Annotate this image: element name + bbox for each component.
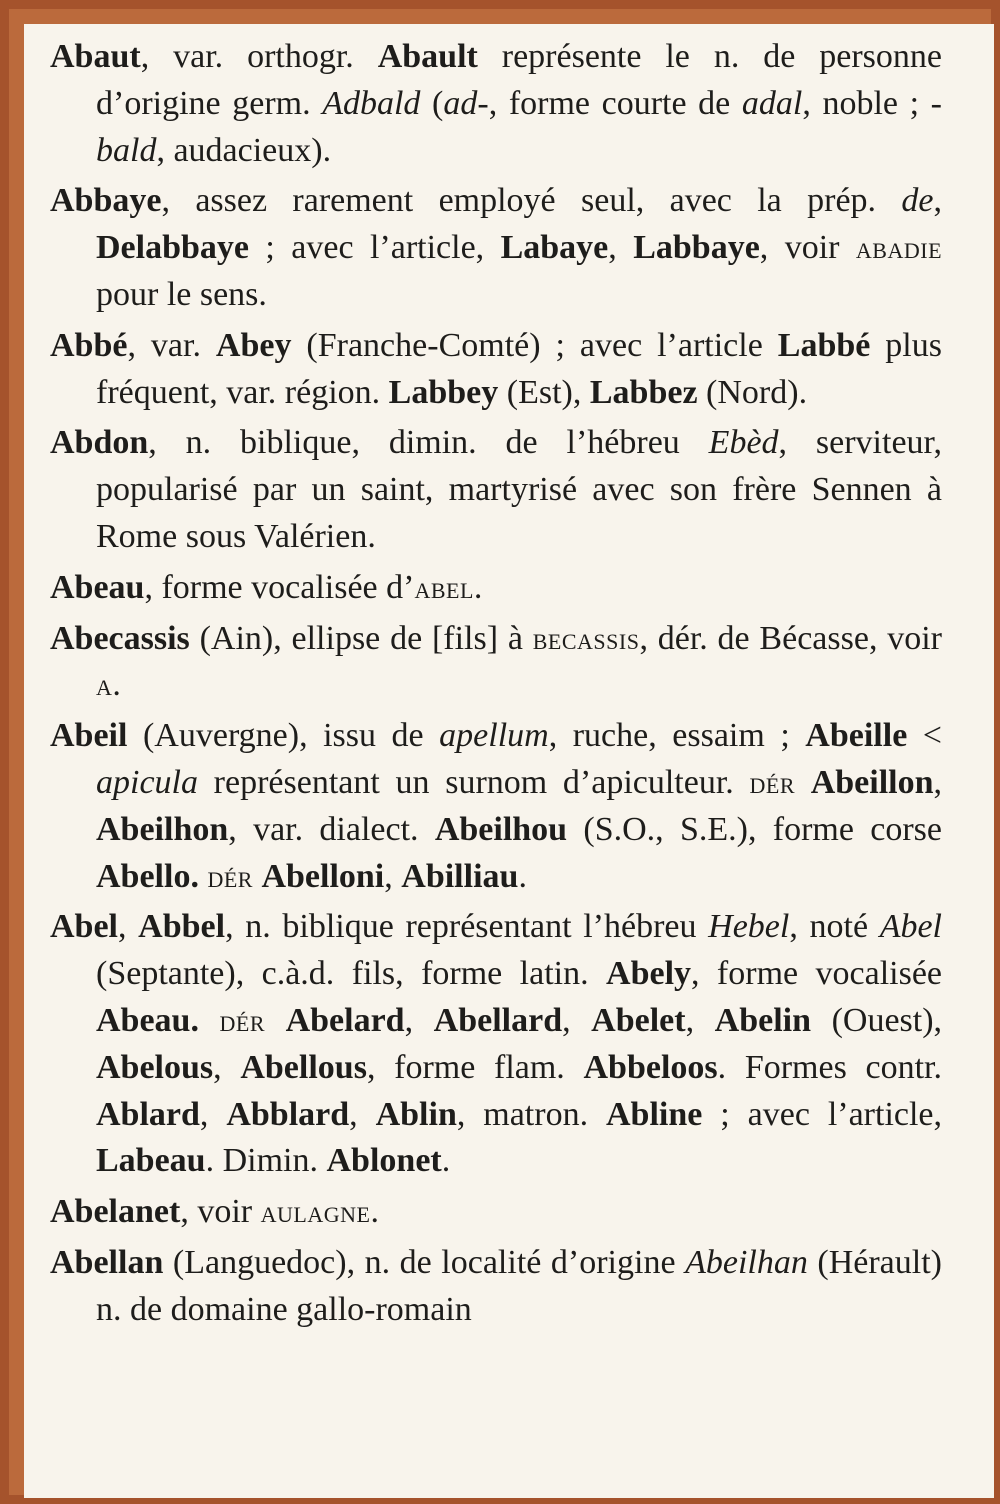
headword: Abecassis — [50, 619, 190, 657]
entry-text: , dér. de Bécasse, voir — [639, 619, 943, 657]
headword: Abeil — [50, 717, 128, 755]
entry-text: . — [441, 1142, 451, 1180]
headword: Abault — [377, 38, 478, 75]
dictionary-entry — [50, 323, 942, 417]
italic-term: Ebèd — [708, 424, 779, 462]
headword: Labbé — [777, 326, 871, 364]
entry-text: , — [562, 1001, 592, 1039]
headword: Abeau — [50, 568, 145, 606]
dictionary-entry — [50, 34, 942, 174]
entry-text: ; avec l’article, — [702, 1095, 943, 1133]
italic-term: Hebel — [708, 908, 790, 946]
headword: Abaut — [50, 38, 141, 75]
headword: Labbez — [589, 373, 698, 411]
entry-text: (Est), — [498, 373, 590, 411]
dictionary-entry — [50, 565, 942, 612]
entry-text: (Auvergne), issu de — [127, 717, 440, 755]
italic-term: adal — [741, 84, 803, 122]
headword: Abbaye — [50, 182, 162, 220]
entry-text — [199, 1002, 220, 1039]
entry-text: (S.O., S.E.), forme corse — [567, 810, 943, 848]
entry-text: , ruche, essaim ; — [548, 717, 806, 755]
page-border — [9, 9, 991, 1495]
entry-text: plus fréquent, var. région. — [96, 326, 942, 411]
entry-text: , assez rarement employé seul, avec la prép. — [161, 182, 902, 220]
italic-term: de — [901, 182, 934, 220]
entry-text: représentant un surnom d’apiculteur. — [197, 763, 750, 801]
dictionary-page — [24, 24, 994, 1498]
entry-text: , n. biblique représentant l’hébreu — [225, 908, 709, 946]
headword: Abello. — [96, 857, 199, 895]
dictionary-entry — [50, 1189, 942, 1236]
entry-text: , — [933, 182, 942, 220]
cross-reference: dér — [219, 1002, 266, 1038]
entry-text: , — [384, 857, 402, 895]
entry-text: . — [518, 857, 527, 895]
headword: Abellous — [240, 1048, 367, 1086]
dictionary-entry — [50, 904, 942, 1185]
entry-text: , noté — [789, 908, 880, 946]
headword: Delabbaye — [96, 229, 249, 267]
entry-text: , — [404, 1001, 434, 1039]
entry-text: . Formes contr. — [717, 1048, 943, 1086]
headword: Abline — [606, 1095, 703, 1133]
italic-term: Abeilhan — [685, 1243, 808, 1281]
headword: Ablin — [375, 1095, 457, 1133]
italic-term: ad- — [443, 84, 489, 122]
entry-text: (Ouest), — [811, 1001, 943, 1039]
dictionary-entry — [50, 616, 942, 710]
headword: Abilliau — [401, 857, 519, 895]
entry-text: . — [370, 1193, 379, 1231]
dictionary-entry — [50, 178, 942, 318]
headword: Abey — [215, 326, 292, 364]
headword: Abelous — [96, 1048, 214, 1086]
entry-text: (Nord). — [697, 373, 808, 411]
entry-text: , forme flam. — [366, 1048, 584, 1086]
dictionary-entry — [50, 713, 942, 900]
entry-text: , matron. — [456, 1095, 606, 1133]
headword: Abellan — [50, 1243, 164, 1281]
entry-text: pour le sens. — [96, 275, 267, 313]
cross-reference: abadie — [855, 230, 943, 266]
entry-text: , serviteur, popularisé par un saint, martyrisé avec son frère Sennen à Rome sous Valérien. — [96, 424, 942, 555]
entry-text: , forme vocalisée d’ — [144, 568, 415, 606]
headword: Abbel — [138, 908, 226, 946]
headword: Labeau — [96, 1142, 206, 1180]
italic-term: Abel — [879, 908, 942, 946]
dictionary-entry — [50, 420, 942, 560]
headword: Abelin — [714, 1001, 812, 1039]
entry-text: , — [199, 1095, 227, 1133]
headword: Abbé — [50, 326, 128, 364]
entry-text: , var. orthogr. — [140, 38, 378, 75]
headword: Ablard — [96, 1095, 200, 1133]
entry-text: , var. dialect. — [228, 810, 435, 848]
entry-text: (Septante), c.à.d. fils, forme latin. — [96, 955, 607, 993]
headword: Abelloni — [261, 857, 385, 895]
entry-list — [50, 34, 942, 1334]
italic-term: -bald — [96, 84, 942, 169]
headword: Abblard — [226, 1095, 350, 1133]
entry-text: , — [213, 1048, 241, 1086]
entry-text: , var. — [127, 326, 216, 364]
entry-text: , — [685, 1001, 715, 1039]
entry-text: , — [349, 1095, 376, 1133]
headword: Labaye — [500, 229, 609, 267]
cross-reference: a — [96, 667, 113, 703]
entry-text: , — [118, 908, 139, 946]
entry-text: (Languedoc), n. de localité d’origine — [163, 1243, 686, 1281]
entry-text: représente le n. de personne d’origine germ. — [96, 38, 942, 122]
entry-text: , forme courte de — [488, 84, 742, 122]
headword: Labbaye — [633, 229, 760, 267]
headword: Abeillon — [810, 763, 934, 801]
cross-reference: aulagne — [260, 1194, 371, 1230]
entry-text: < — [907, 717, 942, 755]
headword: Abelard — [285, 1001, 405, 1039]
entry-text: . — [112, 666, 121, 704]
headword: Abdon — [50, 424, 149, 462]
headword: Labbey — [388, 373, 499, 411]
italic-term: Adbald — [322, 84, 421, 122]
entry-text: (Hérault) n. de domaine gallo-romain — [96, 1243, 942, 1328]
entry-text: , noble ; — [802, 84, 931, 122]
entry-text: , voir — [180, 1193, 261, 1231]
entry-text: , — [608, 229, 634, 267]
entry-text: , n. biblique, dimin. de l’hébreu — [148, 424, 709, 462]
entry-text: . Dimin. — [205, 1142, 327, 1180]
entry-text — [265, 1002, 286, 1039]
entry-text — [795, 764, 811, 801]
cross-reference: abel — [414, 569, 474, 605]
entry-text: (Ain), ellipse de [fils] à — [189, 619, 533, 657]
entry-text: ; avec l’article, — [249, 229, 501, 267]
entry-text: ( — [420, 84, 444, 122]
headword: Abeille — [805, 717, 908, 755]
cross-reference: becassis — [532, 620, 640, 656]
entry-text: , forme vocalisée — [691, 955, 943, 993]
italic-term: apicula — [96, 763, 198, 801]
headword: Abelanet — [50, 1193, 181, 1231]
headword: Ablonet — [326, 1142, 442, 1180]
cross-reference: dér — [207, 858, 253, 894]
headword: Abeau. — [96, 1001, 199, 1039]
headword: Abel — [50, 908, 118, 946]
headword: Abeilhon — [96, 810, 229, 848]
entry-text: , audacieux). — [156, 131, 332, 169]
headword: Abelet — [591, 1001, 686, 1039]
headword: Abbeloos — [583, 1048, 718, 1086]
entry-text: , voir — [759, 229, 856, 267]
dictionary-entry — [50, 1240, 942, 1334]
headword: Abeilhou — [434, 810, 568, 848]
entry-text: , — [933, 763, 943, 801]
headword: Abely — [606, 955, 692, 993]
entry-text: (Franche-Comté) ; avec l’article — [291, 326, 778, 364]
cross-reference: dér — [749, 764, 795, 800]
italic-term: apellum — [439, 717, 549, 755]
entry-text: . — [473, 568, 483, 606]
headword: Abellard — [433, 1001, 563, 1039]
